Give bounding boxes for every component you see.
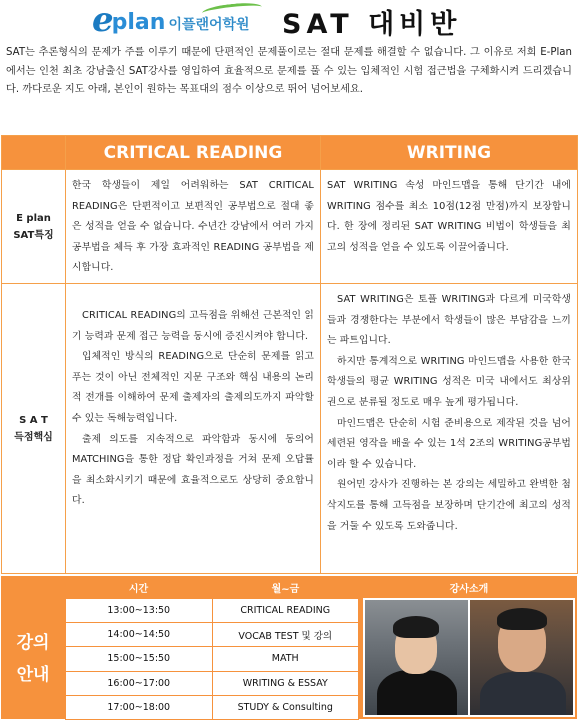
slot-time: 14:00~14:50 (66, 623, 213, 647)
reading-features-text: 한국 학생들이 제일 어려워하는 SAT CRITICAL READING은 단편적이고 보편적인 공부법으로 절대 좋은 성적을 얻을 수 없습니다. 수년간 강남에서 여러 가지 공부법을 체득 후 가장 효과적인 READING 공부법을 제시합니다. (72, 180, 314, 274)
logo-e: e (92, 0, 114, 40)
writing-paragraph: 하지만 통계적으로 WRITING 마인드맵을 사용한 한국 학생들의 평균 WRITING 성적은 미국 내에서도 최상위권으로 분류될 정도로 매우 높게 평가됩니다. (327, 355, 571, 408)
slot-time: 13:00~13:50 (66, 599, 213, 623)
table-header-row (2, 136, 578, 170)
writing-paragraph: SAT WRITING은 토플 WRITING과 다르게 미국학생들과 경쟁한다는 부분에서 학생들이 많은 부담감을 느끼는 파트입니다. (327, 294, 571, 347)
slot-subject: VOCAB TEST 및 강의 (212, 623, 359, 647)
slot-time: 15:00~15:50 (66, 647, 213, 671)
row-label-key-points (2, 284, 66, 574)
table-row (66, 671, 359, 695)
header-critical-reading: CRITICAL READING (66, 136, 321, 170)
schedule-label-line: 강의 (16, 632, 50, 653)
reading-paragraph: CRITICAL READING의 고득점을 위해선 근본적인 읽기 능력과 문제 접근 능력을 동시에 증진시켜야 합니다. (72, 310, 314, 342)
slot-subject: MATH (212, 647, 359, 671)
writing-key-points-cell (321, 284, 578, 574)
table-row-features (2, 170, 578, 284)
logo-plan: plan (111, 10, 166, 35)
course-comparison-table (1, 135, 578, 574)
reading-paragraph: 입체적인 방식의 READING으로 단순히 문제를 읽고 푸는 것이 아닌 전체적인 지문 구조와 핵심 내용의 논리적 전개를 이해하여 문제 출제자의 출제의도까지 파악할 수 있는 독해능력입니다. (72, 351, 314, 424)
reading-paragraph: 출제 의도를 지속적으로 파악함과 동시에 동의어 MATCHING을 통한 정답 확인과정을 거쳐 문제 오답률을 최소화시키기 때문에 효율적으로도 상당히 중요합니다. (72, 433, 314, 507)
schedule-time-header: 시간 (128, 583, 149, 595)
table-row (66, 623, 359, 647)
writing-paragraph: 마인드맵은 단순히 시험 준비용으로 제작된 것을 넘어 세련된 영작을 배울 수 있는 1석 2조의 WRITING공부법이라 할 수 있습니다. (327, 417, 571, 470)
slot-subject: CRITICAL READING (212, 599, 359, 623)
writing-features-text: SAT WRITING 속성 마인드맵을 통해 단기간 내에 WRITING 점수를 최소 10점(12점 만점)까지 보장합니다. 한 장에 정리된 SAT WRITING 비법이 학생들을 최고의 성적을 얻을 수 있도록 이끌어줍니다. (327, 180, 571, 253)
row-label-line: E plan (16, 212, 51, 224)
slot-time: 17:00~18:00 (66, 695, 213, 719)
intro-paragraph: SAT는 추론형식의 문제가 주를 이루기 때문에 단편적인 문제풀이로는 절대 문제를 해결할 수 없습니다. 그 이유로 저희 E-Plan 에서는 인천 최초 강남출신 SAT강사를 영입하여 효율적으로 문제를 풀 수 있는 입체적인 시험 접근법을 구체화시켜 드리겠습니다. 까다로운 지도 아래, 본인이 원하는 목표대의 점수 이상으로 뛰어 넘어보세요. (6, 47, 572, 95)
row-label-line: 득점핵심 (14, 431, 53, 443)
row-label-line: SAT특징 (13, 229, 54, 241)
table-row (66, 599, 359, 623)
page-header (0, 0, 578, 42)
slot-subject: STUDY & Consulting (212, 695, 359, 719)
eplan-logo (92, 0, 250, 40)
table-row-key-points (2, 284, 578, 574)
teacher-photo-2 (470, 600, 573, 715)
header-writing: WRITING (321, 136, 578, 170)
page-title: SAT 대비반 (282, 9, 462, 40)
reading-key-points-cell (66, 284, 321, 574)
slot-time: 16:00~17:00 (66, 671, 213, 695)
slot-subject: WRITING & ESSAY (212, 671, 359, 695)
logo-academy-name: 이플랜어학원 (168, 17, 250, 33)
teacher-photo-1 (365, 600, 468, 715)
row-label-line: S A T (19, 414, 48, 426)
teacher-photos (363, 598, 575, 717)
teacher-intro-header: 강사소개 (449, 583, 489, 595)
table-row (66, 695, 359, 719)
row-label-features (2, 170, 66, 284)
schedule-label-line: 안내 (16, 664, 50, 685)
table-row (66, 647, 359, 671)
header-blank-cell (2, 136, 66, 170)
schedule-table (65, 598, 359, 720)
reading-features-cell (66, 170, 321, 284)
schedule-label (1, 598, 65, 719)
schedule-days-header: 월~금 (271, 583, 300, 595)
writing-features-cell (321, 170, 578, 284)
schedule-section (1, 576, 577, 719)
writing-paragraph: 원어민 강사가 진행하는 본 강의는 세밀하고 완벽한 첨삭지도를 통해 고득점을 보장하며 단기간에 최고의 성적을 거둘 수 있도록 도와줍니다. (327, 479, 571, 532)
